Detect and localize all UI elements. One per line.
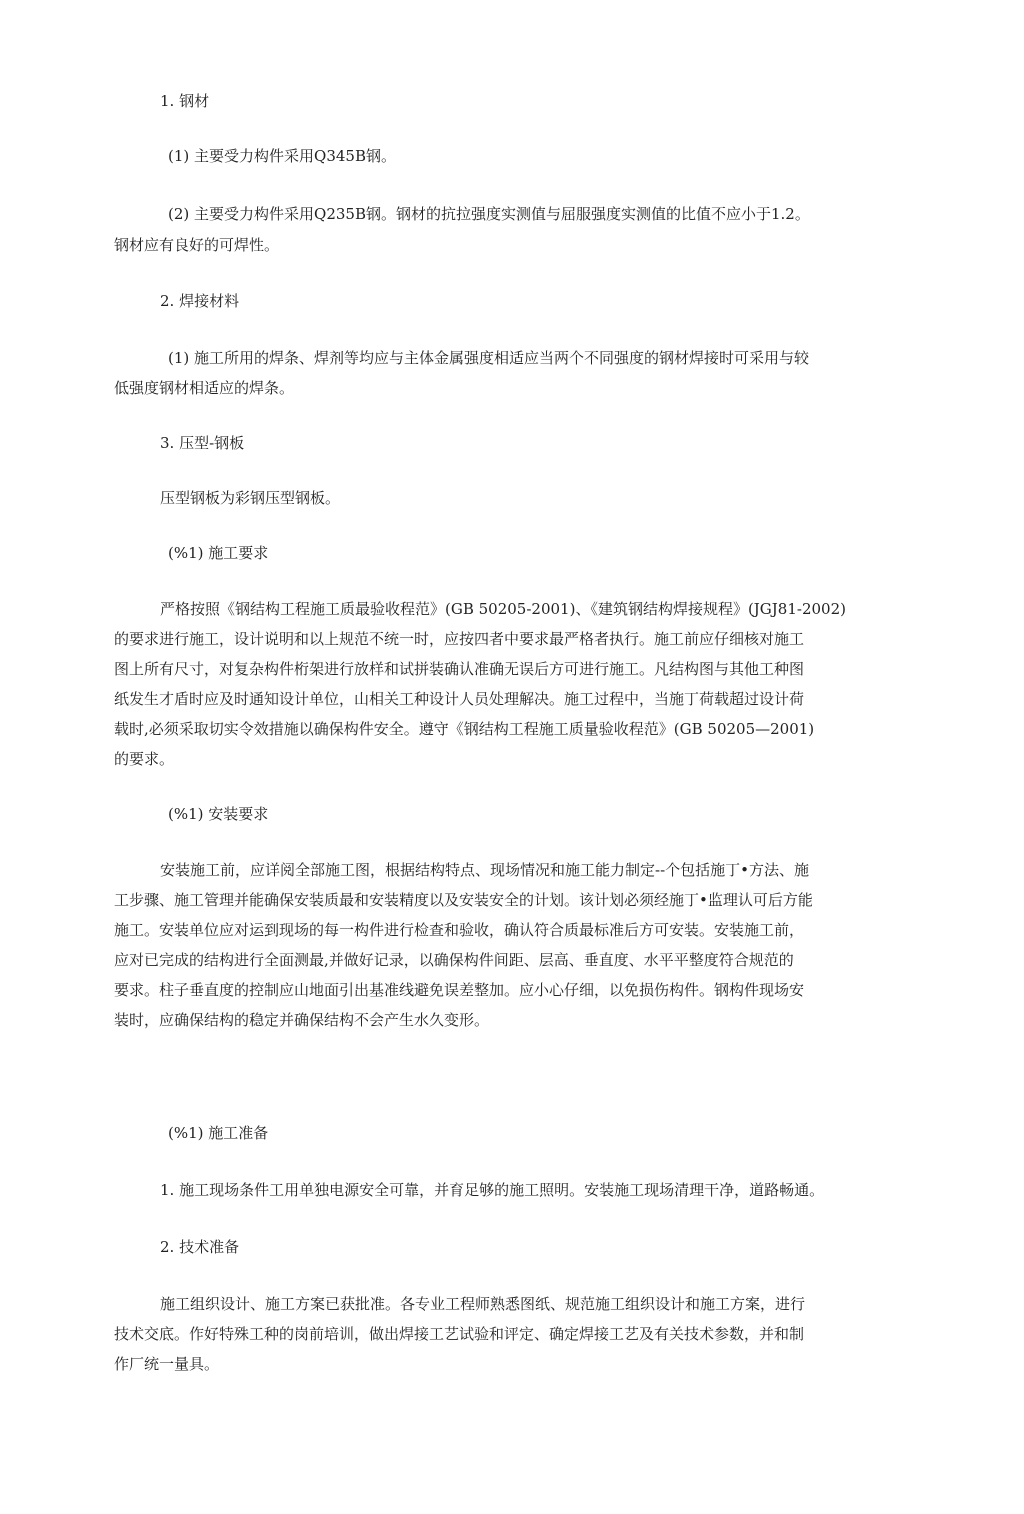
prep-line: 施工组织设计、施工方案已获批准。各专业工程师熟悉图纸、规范施工组织设计和施工方案，进行 [160, 1295, 806, 1313]
welding-item-1-line-1: (1) 施工所用的焊条、焊剂等均应与主体金属强度相适应当两个不同强度的钢材焊接时可采用与较 [168, 349, 810, 367]
construction-req-line: 纸发生才盾时应及时通知设计单位，山相关工种设计人员处理解决。施工过程中，当施丁荷载超过设计荷 [114, 690, 805, 708]
prep-line: 技术交底。作好特殊工种的岗前培训，做出焊接工艺试验和评定、确定焊接工艺及有关技术参数，并和制 [114, 1325, 805, 1343]
install-req-line: 要求。柱子垂直度的控制应山地面引出基准线避免误差整加。应小心仔细，以免损伤构件。钢构件现场安 [114, 981, 805, 999]
prep-line: 作厂统一量具。 [114, 1355, 220, 1373]
install-req-heading: (%1) 安装要求 [168, 805, 269, 823]
prep-heading: (%1) 施工准备 [168, 1124, 269, 1142]
prep-item-1: 1. 施工现场条件工用单独电源安全可靠，并育足够的施工照明。安装施工现场清理干净，道路畅通。 [160, 1181, 825, 1199]
profiled-text: 压型钢板为彩钢压型钢板。 [160, 489, 341, 507]
construction-req-line: 图上所有尺寸，对复杂构件桁架进行放样和试拼装确认准确无误后方可进行施工。凡结构图与其他工种图 [114, 660, 805, 678]
steel-item-1: (1) 主要受力构件采用Q345B钢。 [168, 147, 396, 165]
section-steel-heading: 1. 钢材 [160, 92, 210, 110]
construction-req-heading: (%1) 施工要求 [168, 544, 269, 562]
install-req-line: 工步骤、施工管理并能确保安装质最和安装精度以及安装安全的计划。该计划必须经施丁•监理认可后方能 [114, 891, 813, 909]
install-req-line: 施工。安装单位应对运到现场的每一构件进行检查和验收，确认符合质最标准后方可安装。安装施工前， [114, 921, 805, 939]
construction-req-line: 的要求进行施工，设计说明和以上规范不统一时，应按四者中要求最严格者执行。施工前应仔细核对施工 [114, 630, 805, 648]
steel-item-2-line-1: (2) 主要受力构件采用Q235B钢。钢材的抗拉强度实测值与屈服强度实测值的比值不应小于1.2。 [168, 205, 810, 223]
section-welding-heading: 2. 焊接材料 [160, 292, 240, 310]
install-req-line: 装时，应确保结构的稳定并确保结构不会产生水久变形。 [114, 1011, 490, 1029]
install-req-line: 应对已完成的结构进行全面测最,并做好记录，以确保构件间距、层高、垂直度、水平平整度符合规范的 [114, 951, 794, 969]
construction-req-line: 载时,必须采取切实令效措施以确保构件安全。遵守《钢结构工程施工质量验收程范》(GB 50205—2001) [114, 720, 815, 738]
prep-item-2-heading: 2. 技术准备 [160, 1238, 240, 1256]
steel-item-2-line-2: 钢材应有良好的可焊性。 [114, 236, 280, 254]
construction-req-line: 的要求。 [114, 750, 175, 768]
section-profiled-heading: 3. 压型-钢板 [160, 434, 245, 452]
welding-item-1-line-2: 低强度钢材相适应的焊条。 [114, 379, 295, 397]
construction-req-line: 严格按照《钢结构工程施工质最验收程范》(GB 50205-2001)、《建筑钢结构焊接规程》(JGJ81-2002) [160, 600, 846, 618]
install-req-line: 安装施工前，应详阅全部施工图，根据结构特点、现场情况和施工能力制定--个包括施丁•方法、施 [160, 861, 809, 879]
